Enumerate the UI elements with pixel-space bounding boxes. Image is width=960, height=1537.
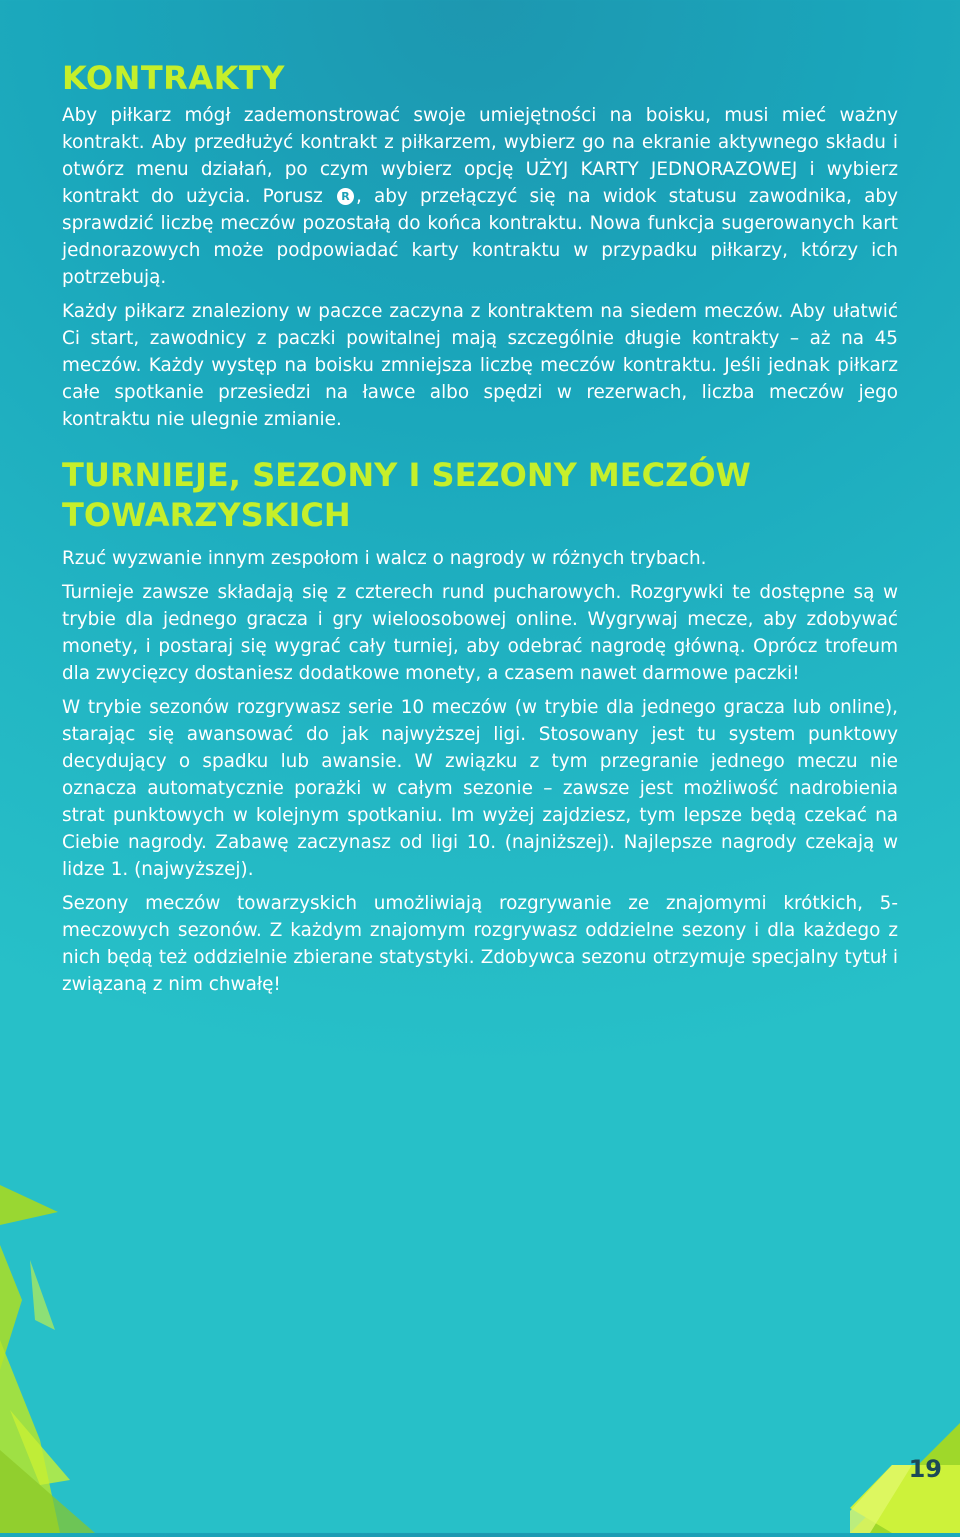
page-number: 19: [908, 1455, 942, 1483]
page-number-badge: [850, 1423, 960, 1533]
paragraph-contracts-1-end: , aby przełączyć się na widok statusu zawodnika, aby sprawdzić liczbę meczów pozostałą do końca kontraktu. Nowa funkcja sugerowanych kart jednorazowych może podpowiadać karty kontraktu w przypadku piłkarzy, którzy ich potrzebują.: [62, 186, 898, 288]
right-stick-button-icon: R: [337, 188, 354, 205]
page-corner-shape: [850, 1423, 960, 1533]
paragraph-contracts-1: [62, 102, 898, 291]
heading-contracts: KONTRAKTY: [62, 59, 285, 97]
paragraph-seasons: W trybie sezonów rozgrywasz serie 10 meczów (w trybie dla jednego gracza lub online), starając się awansować do jak najwyższej ligi. Stosowany jest tu system punktowy decydujący o spadku lub awansie. W związku z tym przegranie jednego meczu nie oznacza automatycznie porażki w całym sezonie – zawsze jest możliwość nadrobienia strat punktowych w kolejnym spotkaniu. Im wyżej zajdziesz, tym lepsze będą czekać na Ciebie nagrody. Zabawę zaczynasz od ligi 10. (najniższej). Najlepsze nagrody czekają w lidze 1. (najwyższej).: [62, 697, 898, 880]
decorative-shards: [0, 1150, 130, 1533]
paragraph-tournaments-1: Rzuć wyzwanie innym zespołom i walcz o nagrody w różnych trybach.: [62, 548, 707, 569]
paragraph-contracts-2: Każdy piłkarz znaleziony w paczce zaczyna z kontraktem na siedem meczów. Aby ułatwić Ci start, zawodnicy z paczki powitalnej mają szczególnie długie kontrakty – aż na 45 meczów. Każdy występ na boisku zmniejsza liczbę meczów kontraktu. Jeśli jednak piłkarz całe spotkanie przesiedzi na ławce albo spędzi w rezerwach, liczba meczów jego kontraktu nie ulegnie zmianie.: [62, 301, 898, 430]
section-tournaments: [62, 455, 898, 998]
paragraph-contracts-1-start: Aby piłkarz mógł zademonstrować swoje umiejętności na boisku, musi mieć ważny kontrakt. Aby przedłużyć kontrakt z piłkarzem, wybierz go na ekranie aktywnego składu i otwórz menu działań, po czym wybierz opcję UŻYJ KARTY JEDNORAZOWEJ i wybierz kontrakt do użycia. Porusz: [62, 105, 898, 207]
heading-tournaments: TURNIEJE, SEZONY I SEZONY MECZÓW TOWARZYSKICH: [62, 456, 751, 534]
paragraph-tournaments-2: Turnieje zawsze składają się z czterech rund pucharowych. Rozgrywki te dostępne są w trybie dla jednego gracza i gry wieloosobowej online. Wygrywaj mecze, aby zdobywać monety, i postaraj się wygrać cały turniej, aby odebrać nagrodę główną. Oprócz trofeum dla zwycięzcy dostaniesz dodatkowe monety, a czasem nawet darmowe paczki!: [62, 582, 898, 684]
paragraph-friendly-seasons: Sezony meczów towarzyskich umożliwiają rozgrywanie ze znajomymi krótkich, 5-meczowych sezonów. Z każdym znajomym rozgrywasz oddzielne sezony i dla każdego z nich będą też oddzielnie zbierane statystyki. Zdobywca sezonu otrzymuje specjalny tytuł i związaną z nim chwałę!: [62, 893, 898, 995]
page-content: [62, 58, 898, 1005]
section-contracts: [62, 58, 898, 433]
